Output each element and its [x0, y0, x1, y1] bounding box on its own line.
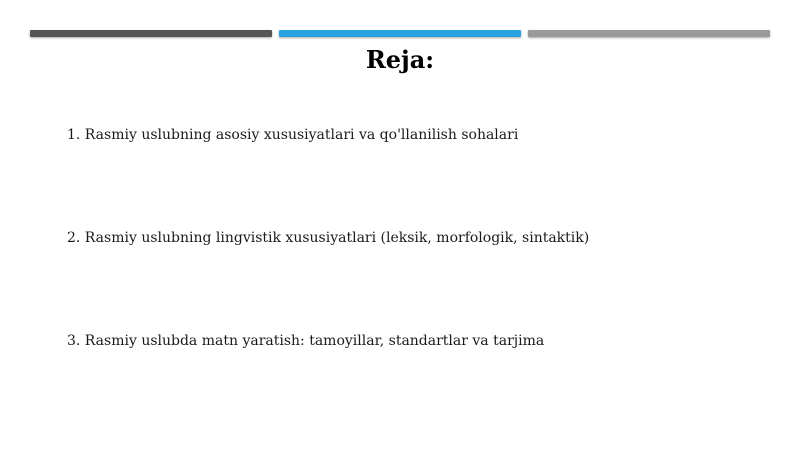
plan-item-1: 1. Rasmiy uslubning asosiy xususiyatlari va qo'llanilish sohalari — [67, 127, 519, 143]
plan-item-2: 2. Rasmiy uslubning lingvistik xususiyatlari (leksik, morfologik, sintaktik) — [67, 230, 590, 246]
slide-title: Reja: — [365, 45, 435, 74]
decor-bar-blue — [279, 30, 521, 37]
decor-bar-gray — [528, 30, 770, 37]
decor-bar-dark — [30, 30, 272, 37]
plan-item-3: 3. Rasmiy uslubda matn yaratish: tamoyillar, standartlar va tarjima — [67, 333, 545, 349]
